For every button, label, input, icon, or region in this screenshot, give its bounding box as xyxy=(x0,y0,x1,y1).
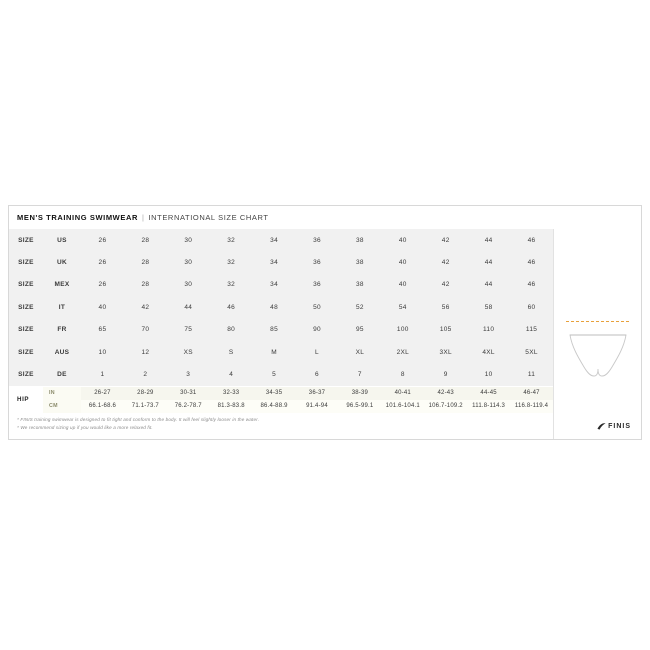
row-region: US xyxy=(43,229,81,251)
table-cell: 10 xyxy=(81,341,124,363)
table-cell: 81.3-83.8 xyxy=(210,400,253,413)
row-label: SIZE xyxy=(9,319,43,341)
row-region: AUS xyxy=(43,341,81,363)
table-cell: 44 xyxy=(467,229,510,251)
table-cell: XS xyxy=(167,341,210,363)
hip-table xyxy=(43,387,553,413)
table-cell: 32 xyxy=(210,229,253,251)
table-cell: 4 xyxy=(210,363,253,385)
table-cell: 38 xyxy=(338,229,381,251)
table-cell: 3XL xyxy=(424,341,467,363)
table-cell: 42 xyxy=(424,274,467,296)
table-cell: 40 xyxy=(381,274,424,296)
table-cell: 36 xyxy=(296,229,339,251)
table-row xyxy=(9,296,553,318)
table-row xyxy=(9,229,553,251)
footnote-item: * We recommend sizing up if you would like a more relaxed fit. xyxy=(17,425,153,431)
table-cell: 46-47 xyxy=(510,387,553,400)
table-cell: 36 xyxy=(296,251,339,273)
table-cell: 44 xyxy=(167,296,210,318)
table-cell: 115 xyxy=(510,319,553,341)
table-cell: 116.8-119.4 xyxy=(510,400,553,413)
finis-swoosh-icon xyxy=(597,422,606,431)
table-cell: 46 xyxy=(510,229,553,251)
table-row xyxy=(9,341,553,363)
table-cell: 28 xyxy=(124,251,167,273)
table-cell: 40 xyxy=(81,296,124,318)
table-cell: 65 xyxy=(81,319,124,341)
table-cell: 12 xyxy=(124,341,167,363)
row-label: SIZE xyxy=(9,363,43,385)
table-cell: 52 xyxy=(338,296,381,318)
row-label: SIZE xyxy=(9,229,43,251)
table-cell: 46 xyxy=(210,296,253,318)
table-cell: 80 xyxy=(210,319,253,341)
row-region: DE xyxy=(43,363,81,385)
unit-label: CM xyxy=(43,400,81,413)
table-cell: 36 xyxy=(296,274,339,296)
table-cell: 34-35 xyxy=(253,387,296,400)
table-row xyxy=(9,363,553,385)
table-cell: 34 xyxy=(253,229,296,251)
table-cell: 32 xyxy=(210,274,253,296)
table-cell: 26-27 xyxy=(81,387,124,400)
table-cell: 90 xyxy=(296,319,339,341)
table-row xyxy=(43,387,553,400)
size-chart-card xyxy=(8,205,642,440)
table-cell: 48 xyxy=(253,296,296,318)
hip-label: HIP xyxy=(9,387,43,413)
row-label: SIZE xyxy=(9,251,43,273)
table-cell: 44-45 xyxy=(467,387,510,400)
table-cell: 44 xyxy=(467,251,510,273)
table-cell: 26 xyxy=(81,229,124,251)
table-cell: 7 xyxy=(338,363,381,385)
table-cell: 70 xyxy=(124,319,167,341)
table-cell: 44 xyxy=(467,274,510,296)
table-cell: 46 xyxy=(510,251,553,273)
row-region: MEX xyxy=(43,274,81,296)
table-cell: 30 xyxy=(167,229,210,251)
table-cell: 34 xyxy=(253,251,296,273)
table-cell: 42 xyxy=(424,229,467,251)
table-cell: 5XL xyxy=(510,341,553,363)
table-row xyxy=(9,319,553,341)
table-cell: 8 xyxy=(381,363,424,385)
table-cell: 28-29 xyxy=(124,387,167,400)
table-cell: 28 xyxy=(124,274,167,296)
table-cell: 54 xyxy=(381,296,424,318)
table-cell: 71.1-73.7 xyxy=(124,400,167,413)
table-cell: 40-41 xyxy=(381,387,424,400)
table-row xyxy=(9,274,553,296)
page-title-regular: INTERNATIONAL SIZE CHART xyxy=(148,213,269,222)
table-cell: 76.2-78.7 xyxy=(167,400,210,413)
table-row xyxy=(43,400,553,413)
table-cell: 91.4-94 xyxy=(296,400,339,413)
hip-measurement-line xyxy=(566,321,629,322)
table-cell: 46 xyxy=(510,274,553,296)
table-cell: 58 xyxy=(467,296,510,318)
table-cell: 50 xyxy=(296,296,339,318)
table-cell: 56 xyxy=(424,296,467,318)
table-cell: 32-33 xyxy=(210,387,253,400)
table-cell: 40 xyxy=(381,251,424,273)
table-row xyxy=(9,251,553,273)
table-cell: 4XL xyxy=(467,341,510,363)
row-label: SIZE xyxy=(9,274,43,296)
table-cell: 42 xyxy=(424,251,467,273)
table-cell: L xyxy=(296,341,339,363)
table-cell: 11 xyxy=(510,363,553,385)
table-cell: 106.7-109.2 xyxy=(424,400,467,413)
table-cell: 96.5-99.1 xyxy=(338,400,381,413)
page-title-bold: MEN'S TRAINING SWIMWEAR xyxy=(17,213,138,222)
table-cell: 101.6-104.1 xyxy=(381,400,424,413)
table-cell: 3 xyxy=(167,363,210,385)
table-cell: 38-39 xyxy=(338,387,381,400)
table-cell: 1 xyxy=(81,363,124,385)
page-title xyxy=(9,206,641,229)
table-cell: 9 xyxy=(424,363,467,385)
table-cell: 86.4-88.9 xyxy=(253,400,296,413)
brand-logo xyxy=(597,422,631,431)
footnote-item: * FINIS training swimwear is designed to fit tight and conform to the body. It will feel slightly looser in the water. xyxy=(17,416,260,422)
table-cell: 110 xyxy=(467,319,510,341)
table-cell: 42-43 xyxy=(424,387,467,400)
table-cell: M xyxy=(253,341,296,363)
table-cell: 28 xyxy=(124,229,167,251)
mens-brief-swimwear-illustration xyxy=(568,333,628,384)
table-cell: 26 xyxy=(81,274,124,296)
row-region: IT xyxy=(43,296,81,318)
page-title-separator: | xyxy=(142,213,145,222)
row-label: SIZE xyxy=(9,296,43,318)
row-region: FR xyxy=(43,319,81,341)
table-cell: 38 xyxy=(338,251,381,273)
brand-logo-text: FINIS xyxy=(608,423,631,430)
table-cell: 60 xyxy=(510,296,553,318)
size-table xyxy=(9,229,553,386)
table-cell: 30 xyxy=(167,274,210,296)
row-label: SIZE xyxy=(9,341,43,363)
table-cell: 36-37 xyxy=(296,387,339,400)
table-cell: 32 xyxy=(210,251,253,273)
table-cell: 34 xyxy=(253,274,296,296)
hip-rows xyxy=(43,387,553,413)
table-cell: 10 xyxy=(467,363,510,385)
table-cell: 26 xyxy=(81,251,124,273)
table-cell: 95 xyxy=(338,319,381,341)
size-table-area xyxy=(9,229,554,439)
row-region: UK xyxy=(43,251,81,273)
table-cell: 40 xyxy=(381,229,424,251)
table-cell: 30-31 xyxy=(167,387,210,400)
table-cell: 2 xyxy=(124,363,167,385)
unit-label: IN xyxy=(43,387,81,400)
table-cell: 111.8-114.3 xyxy=(467,400,510,413)
table-cell: 42 xyxy=(124,296,167,318)
table-cell: 100 xyxy=(381,319,424,341)
table-cell: XL xyxy=(338,341,381,363)
table-cell: S xyxy=(210,341,253,363)
table-cell: 75 xyxy=(167,319,210,341)
table-cell: 30 xyxy=(167,251,210,273)
table-cell: 5 xyxy=(253,363,296,385)
footnotes xyxy=(9,413,553,433)
table-cell: 2XL xyxy=(381,341,424,363)
table-cell: 105 xyxy=(424,319,467,341)
table-cell: 66.1-68.6 xyxy=(81,400,124,413)
table-cell: 85 xyxy=(253,319,296,341)
table-cell: 6 xyxy=(296,363,339,385)
chart-body xyxy=(9,229,641,439)
hip-measurement-block xyxy=(9,386,553,413)
illustration-area xyxy=(554,229,641,439)
table-cell: 38 xyxy=(338,274,381,296)
